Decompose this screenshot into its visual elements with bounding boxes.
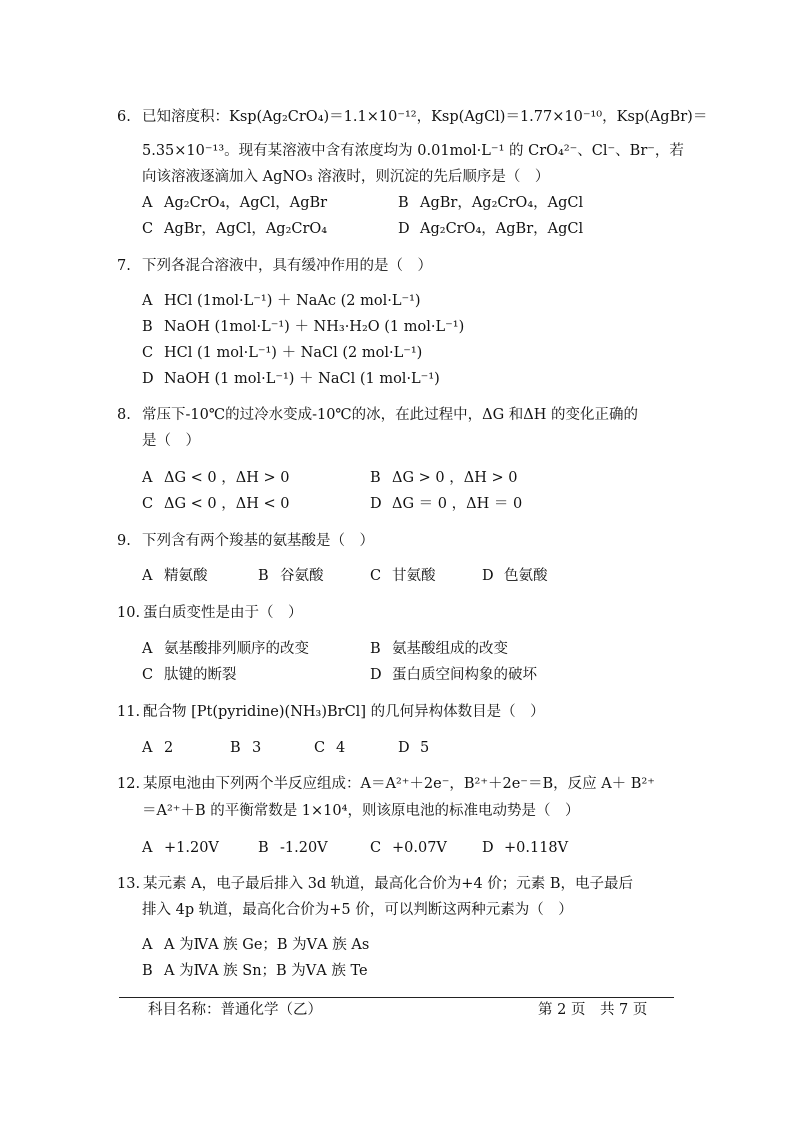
- footer-subject: 科目名称：普通化学（乙）: [148, 1002, 322, 1018]
- question-10-option-a: [142, 639, 309, 659]
- option-label: D: [142, 371, 154, 387]
- question-12-option-c: [370, 838, 447, 858]
- option-label: D: [398, 221, 410, 237]
- option-label: C: [370, 840, 382, 856]
- question-8-number: 8.: [117, 407, 131, 423]
- question-8-option-c: [142, 494, 289, 514]
- option-label: C: [142, 667, 154, 683]
- question-8-stem-line-1: 常压下-10℃的过冷水变成-10℃的冰，在此过程中，ΔG 和ΔH 的变化正确的: [142, 407, 639, 423]
- question-6-stem-line-2: 5.35×10⁻¹³。现有某溶液中含有浓度均为 0.01mol·L⁻¹ 的 CrO₄²⁻、Cl⁻、Br⁻，若: [142, 143, 684, 159]
- option-text: 蛋白质空间构象的破坏: [392, 667, 537, 683]
- question-9-stem-line-1: 下列含有两个羧基的氨基酸是（ ）: [142, 533, 374, 549]
- option-label: A: [142, 641, 153, 657]
- option-label: B: [370, 470, 381, 486]
- question-7-option-c: [142, 343, 422, 363]
- option-text: +1.20V: [164, 840, 219, 856]
- option-label: A: [142, 195, 153, 211]
- option-text: ΔG < 0 ，ΔH < 0: [164, 496, 290, 512]
- question-11-option-d: [398, 738, 429, 758]
- option-label: B: [370, 641, 381, 657]
- question-11-option-c: [314, 738, 345, 758]
- option-text: 4: [336, 740, 346, 756]
- option-text: 甘氨酸: [392, 568, 436, 584]
- option-label: C: [370, 568, 382, 584]
- option-text: 精氨酸: [164, 568, 208, 584]
- option-text: 2: [164, 740, 174, 756]
- option-label: D: [398, 740, 410, 756]
- question-7-option-a: [142, 291, 421, 311]
- question-6-stem-line-1: 已知溶度积：Ksp(Ag₂CrO₄)＝1.1×10⁻¹²，Ksp(AgCl)＝1.77×10⁻¹⁰，Ksp(AgBr)＝: [142, 109, 708, 125]
- question-10-option-c: [142, 665, 237, 685]
- option-text: 色氨酸: [504, 568, 548, 584]
- option-text: 3: [252, 740, 262, 756]
- question-13-option-a: [142, 935, 369, 955]
- option-text: NaOH (1mol·L⁻¹) ＋ NH₃·H₂O (1 mol·L⁻¹): [164, 319, 465, 335]
- question-13-stem-line-1: 某元素 A，电子最后排入 3d 轨道，最高化合价为+4 价；元素 B，电子最后: [143, 876, 634, 892]
- question-8-option-b: [370, 468, 517, 488]
- question-6-stem-line-3: 向该溶液逐滴加入 AgNO₃ 溶液时，则沉淀的先后顺序是（ ）: [142, 169, 550, 185]
- question-7-number: 7.: [117, 258, 131, 274]
- option-text: +0.07V: [392, 840, 447, 856]
- option-text: 谷氨酸: [280, 568, 324, 584]
- option-label: A: [142, 568, 153, 584]
- question-12-stem-line-2: ＝A²⁺＋B 的平衡常数是 1×10⁴，则该原电池的标准电动势是（ ）: [142, 803, 580, 819]
- option-label: D: [482, 568, 494, 584]
- question-13-stem-line-2: 排入 4p 轨道，最高化合价为+5 价，可以判断这两种元素为（ ）: [142, 902, 573, 918]
- option-label: B: [258, 568, 269, 584]
- question-12-stem-line-1: 某原电池由下列两个半反应组成：A＝A²⁺＋2e⁻，B²⁺＋2e⁻＝B，反应 A＋ B²⁺: [143, 776, 655, 792]
- option-text: A 为ⅣA 族 Sn；B 为ⅤA 族 Te: [164, 963, 368, 979]
- question-11-option-a: [142, 738, 173, 758]
- question-9-option-a: [142, 566, 208, 586]
- question-11-option-b: [230, 738, 261, 758]
- option-text: 氨基酸组成的改变: [392, 641, 508, 657]
- option-text: Ag₂CrO₄，AgCl，AgBr: [164, 195, 328, 211]
- option-label: B: [398, 195, 409, 211]
- question-7-stem-line-1: 下列各混合溶液中，具有缓冲作用的是（ ）: [142, 258, 432, 274]
- question-11-number: 11.: [117, 704, 141, 720]
- option-label: B: [258, 840, 269, 856]
- question-11-stem-line-1: 配合物 [Pt(pyridine)(NH₃)BrCl] 的几何异构体数目是（ ）: [143, 704, 545, 720]
- question-9-option-b: [258, 566, 324, 586]
- question-6-option-d: [398, 219, 583, 239]
- question-7-option-b: [142, 317, 464, 337]
- option-text: ΔG < 0 ，ΔH > 0: [164, 470, 290, 486]
- option-text: -1.20V: [280, 840, 328, 856]
- option-text: 肽键的断裂: [164, 667, 237, 683]
- option-text: +0.118V: [504, 840, 569, 856]
- question-6-option-b: [398, 193, 583, 213]
- question-6-option-a: [142, 193, 327, 213]
- question-9-number: 9.: [117, 533, 131, 549]
- option-label: C: [142, 345, 154, 361]
- option-label: A: [142, 840, 153, 856]
- option-label: D: [482, 840, 494, 856]
- question-8-option-d: [370, 494, 522, 514]
- option-text: 5: [420, 740, 430, 756]
- option-label: A: [142, 470, 153, 486]
- question-12-option-d: [482, 838, 568, 858]
- footer-page-number: 第 2 页 共 7 页: [538, 1002, 648, 1018]
- question-8-stem-line-2: 是（ ）: [142, 433, 200, 449]
- option-text: AgBr，AgCl，Ag₂CrO₄: [164, 221, 328, 237]
- option-text: AgBr，Ag₂CrO₄，AgCl: [420, 195, 584, 211]
- option-label: C: [142, 221, 154, 237]
- option-label: C: [142, 496, 154, 512]
- question-9-option-c: [370, 566, 436, 586]
- option-text: ΔG ＝ 0 ，ΔH ＝ 0: [392, 496, 523, 512]
- option-label: B: [230, 740, 241, 756]
- option-text: 氨基酸排列顺序的改变: [164, 641, 309, 657]
- question-8-option-a: [142, 468, 289, 488]
- option-text: A 为ⅣA 族 Ge；B 为ⅤA 族 As: [164, 937, 370, 953]
- option-label: A: [142, 293, 153, 309]
- option-text: NaOH (1 mol·L⁻¹) ＋ NaCl (1 mol·L⁻¹): [164, 371, 440, 387]
- option-label: D: [370, 496, 382, 512]
- option-label: A: [142, 740, 153, 756]
- question-6-number: 6.: [117, 109, 131, 125]
- option-text: HCl (1mol·L⁻¹) ＋ NaAc (2 mol·L⁻¹): [164, 293, 421, 309]
- question-12-number: 12.: [117, 776, 141, 792]
- option-label: A: [142, 937, 153, 953]
- question-13-number: 13.: [117, 876, 141, 892]
- option-text: ΔG > 0 ，ΔH > 0: [392, 470, 518, 486]
- option-label: D: [370, 667, 382, 683]
- question-6-option-c: [142, 219, 327, 239]
- question-12-option-a: [142, 838, 219, 858]
- option-text: Ag₂CrO₄，AgBr，AgCl: [420, 221, 584, 237]
- option-text: HCl (1 mol·L⁻¹) ＋ NaCl (2 mol·L⁻¹): [164, 345, 423, 361]
- question-12-option-b: [258, 838, 328, 858]
- footer-divider: [119, 997, 674, 998]
- question-13-option-b: [142, 961, 368, 981]
- question-9-option-d: [482, 566, 548, 586]
- question-7-option-d: [142, 369, 440, 389]
- question-10-option-b: [370, 639, 508, 659]
- question-10-option-d: [370, 665, 537, 685]
- option-label: C: [314, 740, 326, 756]
- question-10-number: 10.: [117, 605, 141, 621]
- question-10-stem-line-1: 蛋白质变性是由于（ ）: [143, 605, 303, 621]
- option-label: B: [142, 963, 153, 979]
- option-label: B: [142, 319, 153, 335]
